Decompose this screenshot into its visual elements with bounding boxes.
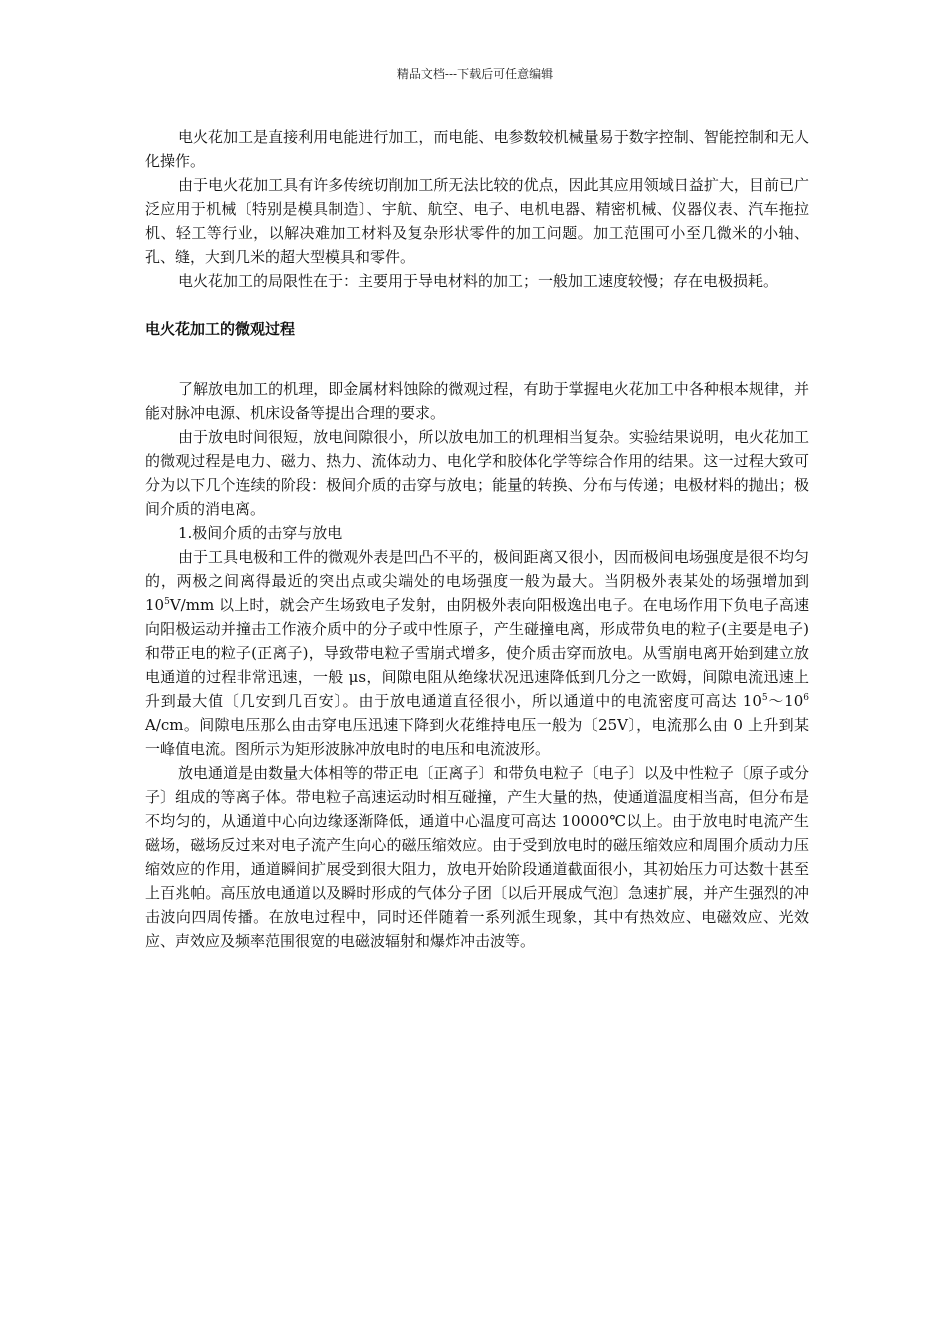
paragraph-micro-process-stages: 由于放电时间很短，放电间隙很小，所以放电加工的机理相当复杂。实验结果说明，电火花加工的微观过程是电力、磁力、热力、流体动力、电化学和胶体化学等综合作用的结果。这一过程大致可分为以下几个连续的阶段：极间介质的击穿与放电；能量的转换、分布与传递；电极材料的抛出；极间介质的消电离。 <box>145 428 809 518</box>
spacer <box>145 341 809 377</box>
breakdown-text-2: V/mm 以上时，就会产生场致电子发射，由阴极外表向阳极逸出电子。在电场作用下负电子高速向阳极运动并撞击工作液介质中的分子或中性原子，产生碰撞电离，形成带负电的粒子(主要是电子)和带正电的粒子(正离子)，导致带电粒子雪崩式增多，使介质击穿而放电。从雪崩电离开始到建立放电通道的过程非常迅速，一般 μs，间隙电阻从绝缘状况迅速降低到几分之一欧姆，间隙电流迅速上升到最大值〔几安到几百安〕。由于放电通道直径很小，所以通道中的电流密度可高达 10 <box>145 596 809 710</box>
paragraph-intro-applications: 由于电火花加工具有许多传统切削加工所无法比较的优点，因此其应用领域日益扩大，目前已广泛应用于机械〔特别是模具制造〕、宇航、航空、电子、电机电器、精密机械、仪器仪表、汽车拖拉机、轻工等行业，以解决难加工材料及复杂形状零件的加工问题。加工范围可小至几微米的小轴、孔、缝，大到几米的超大型模具和零件。 <box>145 176 809 266</box>
breakdown-superscript-2: 5 <box>761 693 768 703</box>
paragraph-mechanism-intro: 了解放电加工的机理，即金属材料蚀除的微观过程，有助于掌握电火花加工中各种根本规律，并能对脉冲电源、机床设备等提出合理的要求。 <box>145 380 809 422</box>
paragraph-breakdown <box>145 545 809 761</box>
breakdown-superscript-3: 6 <box>803 693 809 703</box>
breakdown-text-3: ～10 <box>767 692 804 710</box>
breakdown-text-1: 由于工具电极和工件的微观外表是凹凸不平的，极间距离又很小，因而极间电场强度是很不均匀的，两极之间离得最近的突出点或尖端处的电场强度一般为最大。当阴极外表某处的场强增加到 10 <box>145 548 809 614</box>
subheading-breakdown-discharge: 1.极间介质的击穿与放电 <box>178 524 343 542</box>
paragraph-intro-digital-control: 电火花加工是直接利用电能进行加工，而电能、电参数较机械量易于数字控制、智能控制和无人化操作。 <box>145 128 809 170</box>
paragraph-intro-limitations: 电火花加工的局限性在于：主要用于导电材料的加工；一般加工速度较慢；存在电极损耗。 <box>178 272 779 290</box>
page-header: 精品文档---下载后可任意编辑 <box>396 67 554 81</box>
spacer <box>145 293 809 317</box>
breakdown-superscript-1: 5 <box>164 597 170 607</box>
breakdown-text-4: A/cm。间隙电压那么由击穿电压迅速下降到火花维持电压一般为〔25V〕，电流那么由 0 上升到某一峰值电流。图所示为矩形波脉冲放电时的电压和电流波形。 <box>145 716 809 758</box>
section-heading: 电火花加工的微观过程 <box>145 320 296 338</box>
paragraph-plasma-channel: 放电通道是由数量大体相等的带正电〔正离子〕和带负电粒子〔电子〕以及中性粒子〔原子或分子〕组成的等离子体。带电粒子高速运动时相互碰撞，产生大量的热，使通道温度相当高，但分布是不均匀的，从通道中心向边缘逐渐降低，通道中心温度可高达 10000℃以上。由于放电时电流产生磁场，磁场反过来对电子流产生向心的磁压缩效应。由于受到放电时的磁压缩效应和周围介质动力压缩效应的作用，通道瞬间扩展受到很大阻力，放电开始阶段通道截面很小，其初始压力可达数十甚至上百兆帕。高压放电通道以及瞬时形成的气体分子团〔以后开展成气泡〕急速扩展，并产生强烈的冲击波向四周传播。在放电过程中，同时还伴随着一系列派生现象，其中有热效应、电磁效应、光效应、声效应及频率范围很宽的电磁波辐射和爆炸冲击波等。 <box>145 764 809 950</box>
document-body <box>145 125 809 953</box>
